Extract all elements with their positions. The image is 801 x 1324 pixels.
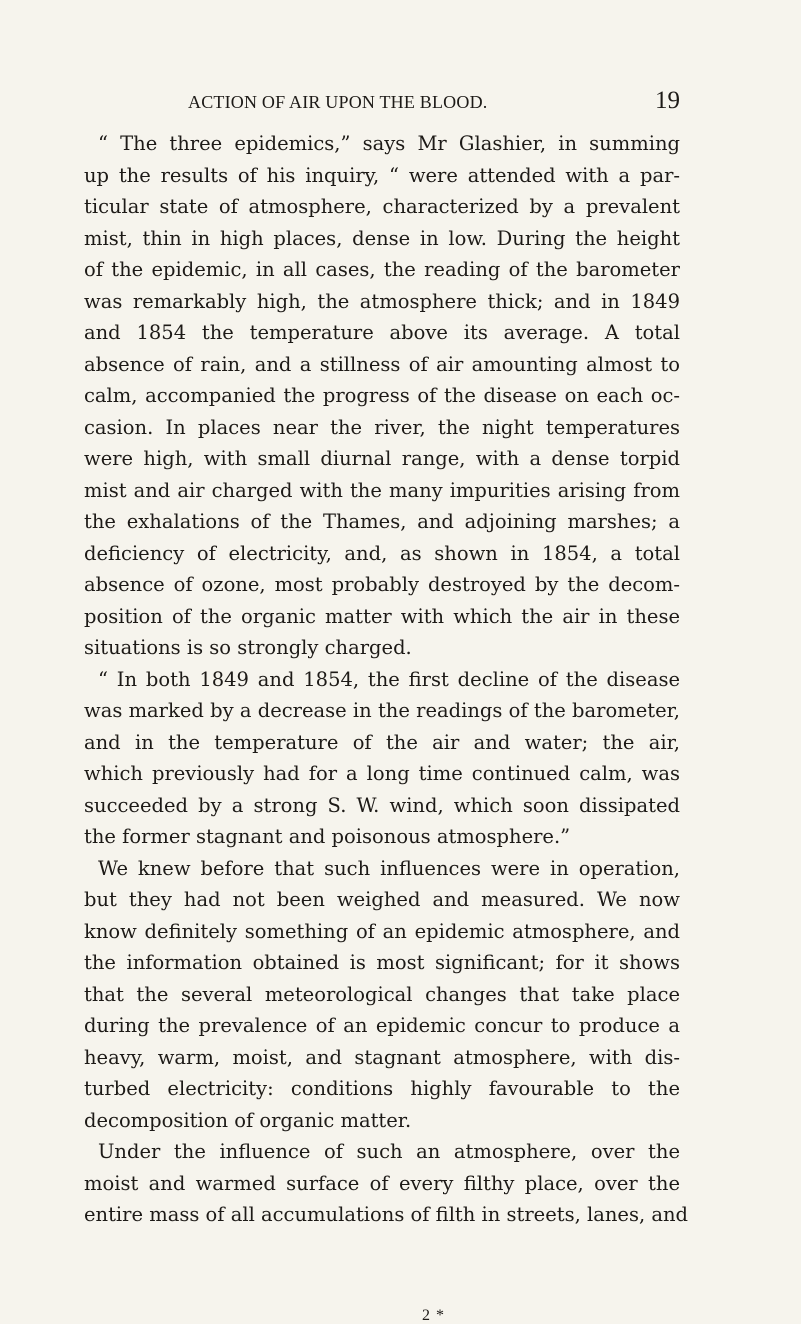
text-line: know definitely something of an epidemic atmosphere, and [84,919,680,943]
body-text [84,128,689,1231]
text-line: absence of rain, and a stillness of air amounting almost to [84,352,680,376]
text-line: We knew before that such influences were in operation, [98,856,680,880]
text-line: the former stagnant and poisonous atmosphere.” [84,825,571,848]
text-line: “ The three epidemics,” says Mr Glashier, in summing [98,132,680,155]
text-line: heavy, warm, moist, and stagnant atmosphere, with dis- [84,1045,680,1069]
text-line: and 1854 the temperature above its average. A total [84,321,680,344]
text-line: calm, accompanied the progress of the disease on each oc- [84,384,680,407]
signature-mark: 2 * [422,1307,445,1324]
text-line: up the results of his inquiry, “ were attended with a par- [84,163,680,187]
text-line: which previously had for a long time continued calm, was [84,762,680,785]
text-line: and in the temperature of the air and water; the air, [84,730,680,754]
text-line: that the several meteorological changes that take place [84,982,680,1006]
text-line: during the prevalence of an epidemic concur to produce a [84,1014,680,1037]
running-title: ACTION OF AIR UPON THE BLOOD. [188,92,488,112]
text-line: of the epidemic, in all cases, the reading of the barometer [84,258,680,281]
text-line: were high, with small diurnal range, with a dense torpid [84,447,680,470]
text-line: situations is so strongly charged. [84,636,412,659]
page-number: 19 [655,87,680,114]
text-line: deficiency of electricity, and, as shown in 1854, a total [84,541,680,565]
text-line: entire mass of all accumulations of filth in streets, lanes, and [84,1203,689,1226]
text-line: but they had not been weighed and measured. We now [84,888,680,911]
text-line: succeeded by a strong S. W. wind, which soon dissipated [84,793,680,817]
text-line: moist and warmed surface of every filthy place, over the [84,1171,680,1195]
text-line: mist, thin in high places, dense in low. During the height [84,226,680,250]
text-line: casion. In places near the river, the night temperatures [84,415,680,439]
text-line: was marked by a decrease in the readings of the barometer, [84,699,680,722]
text-line: “ In both 1849 and 1854, the first decline of the disease [98,667,680,691]
text-line: mist and air charged with the many impurities arising from [84,478,680,502]
text-line: turbed electricity: conditions highly favourable to the [84,1077,680,1100]
text-line: Under the influence of such an atmosphere, over the [98,1140,680,1163]
text-line: ticular state of atmosphere, characterized by a prevalent [84,195,680,218]
page-header [188,88,680,118]
text-line: the exhalations of the Thames, and adjoining marshes; a [84,510,680,533]
text-line: absence of ozone, most probably destroyed by the decom- [84,573,680,596]
text-line: position of the organic matter with which the air in these [84,604,680,628]
text-line: decomposition of organic matter. [84,1108,412,1132]
text-line: was remarkably high, the atmosphere thick; and in 1849 [84,289,680,313]
text-line: the information obtained is most significant; for it shows [84,951,680,974]
